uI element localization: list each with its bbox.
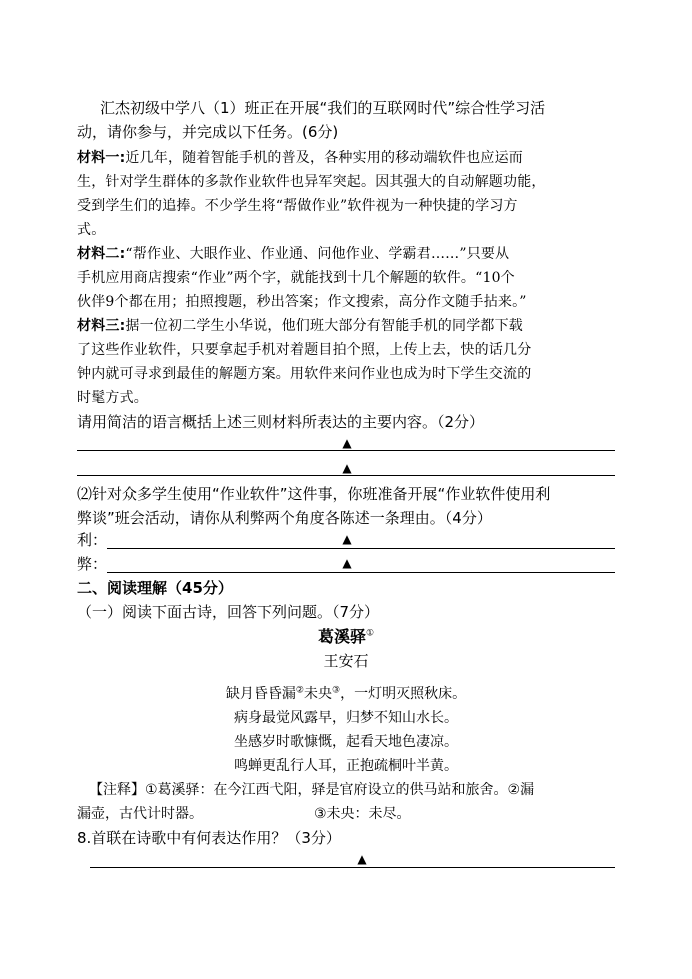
- material-3-line-4: 时髦方式。: [77, 390, 148, 406]
- notes-line-2a: 漏壶，古代计时器。: [77, 806, 203, 822]
- section-2-heading: 二、阅读理解（45分）: [77, 579, 233, 597]
- question-2-line-1: ⑵针对众多学生使用“作业软件”这件事，你班准备开展“作业软件使用利: [77, 485, 551, 503]
- answer-marker: ▲: [342, 532, 352, 546]
- notes-line-2b: ③未央：未尽。: [314, 806, 411, 822]
- material-2-line-2: 手机应用商店搜索“作业”两个字，就能找到十几个解题的软件。“10个: [77, 270, 515, 286]
- material-2-line-3: 伙伴9个都在用；拍照搜题，秒出答案；作文搜索，高分作文随手拈来。”: [77, 294, 527, 310]
- poem-line-2: 病身最觉风露早，归梦不知山水长。: [234, 710, 458, 726]
- material-3-line-1: [77, 316, 523, 336]
- poem-line-1: [146, 684, 546, 704]
- poem-title-text: 葛溪驿: [317, 627, 366, 646]
- material-1-label: 材料一:: [77, 150, 126, 166]
- poem-author: 王安石: [323, 652, 369, 670]
- con-answer-line[interactable]: [107, 572, 615, 573]
- answer-line-3[interactable]: [90, 867, 615, 868]
- material-1-line-4: 式。: [77, 222, 106, 238]
- material-1-line-3: 受到学生们的追捧。不少学生将“帮做作业”软件视为一种快捷的学习方: [77, 198, 518, 214]
- question-1: 请用简洁的语言概括上述三则材料所表达的主要内容。（2分）: [77, 413, 485, 431]
- poem-title-note: ①: [365, 628, 375, 639]
- material-1-line-2: 生，针对学生群体的多款作业软件也异军突起。因其强大的自动解题功能，: [77, 174, 546, 190]
- answer-marker: ▲: [342, 436, 352, 450]
- material-2-text: “帮作业、大眼作业、作业通、问他作业、学霸君……”只要从: [125, 246, 510, 262]
- material-3-text: 据一位初二学生小华说，他们班大部分有智能手机的同学都下载: [125, 318, 524, 334]
- material-1-text: 近几年，随着智能手机的普及，各种实用的移动端软件也应运而: [125, 150, 524, 166]
- material-2-line-1: [77, 244, 509, 264]
- poem-line-1-part-a: 缺月昏昏漏: [225, 686, 296, 702]
- question-8: 8.首联在诗歌中有何表达作用？（3分）: [77, 829, 341, 847]
- intro-line-2: 动，请你参与，并完成以下任务。(6分): [77, 123, 339, 141]
- material-1-line-1: [77, 148, 523, 168]
- pro-answer-line[interactable]: [107, 548, 615, 549]
- material-3-label: 材料三:: [77, 318, 126, 334]
- poem-line-1-note-3: ③: [332, 685, 341, 696]
- notes-line-1: 【注释】①葛溪驿：在今江西弋阳，驿是官府设立的供马站和旅舍。②漏: [89, 782, 535, 798]
- answer-marker: ▲: [342, 461, 352, 475]
- answer-line-2[interactable]: [77, 475, 615, 476]
- poem-line-3: 坐感岁时歌慷慨，起看天地色凄凉。: [234, 734, 458, 750]
- material-3-line-2: 了这些作业软件，只要拿起手机对着题目拍个照，上传上去，快的话几分: [77, 342, 532, 358]
- section-2-subheading: （一）阅读下面古诗，回答下列问题。（7分）: [77, 603, 380, 621]
- poem-title: [246, 626, 446, 648]
- pro-label: 利：: [77, 531, 108, 549]
- poem-line-1-part-b: 未央: [304, 686, 332, 702]
- answer-marker: ▲: [357, 852, 367, 866]
- answer-marker: ▲: [342, 556, 352, 570]
- poem-line-1-note-2: ②: [295, 685, 304, 696]
- question-2-line-2: 弊谈”班会活动，请你从利弊两个角度各陈述一条理由。（4分）: [77, 509, 492, 527]
- poem-line-1-part-c: ，一灯明灭照秋床。: [340, 686, 467, 702]
- material-3-line-3: 钟内就可寻求到最佳的解题方案。用软件来问作业也成为时下学生交流的: [77, 366, 532, 382]
- intro-line-1: 汇杰初级中学八（1）班正在开展“我们的互联网时代”综合性学习活: [100, 99, 546, 117]
- poem-line-4: 鸣蝉更乱行人耳，正抱疏桐叶半黄。: [234, 758, 458, 774]
- con-label: 弊：: [77, 555, 108, 573]
- material-2-label: 材料二:: [77, 246, 126, 262]
- answer-line-1[interactable]: [77, 450, 615, 451]
